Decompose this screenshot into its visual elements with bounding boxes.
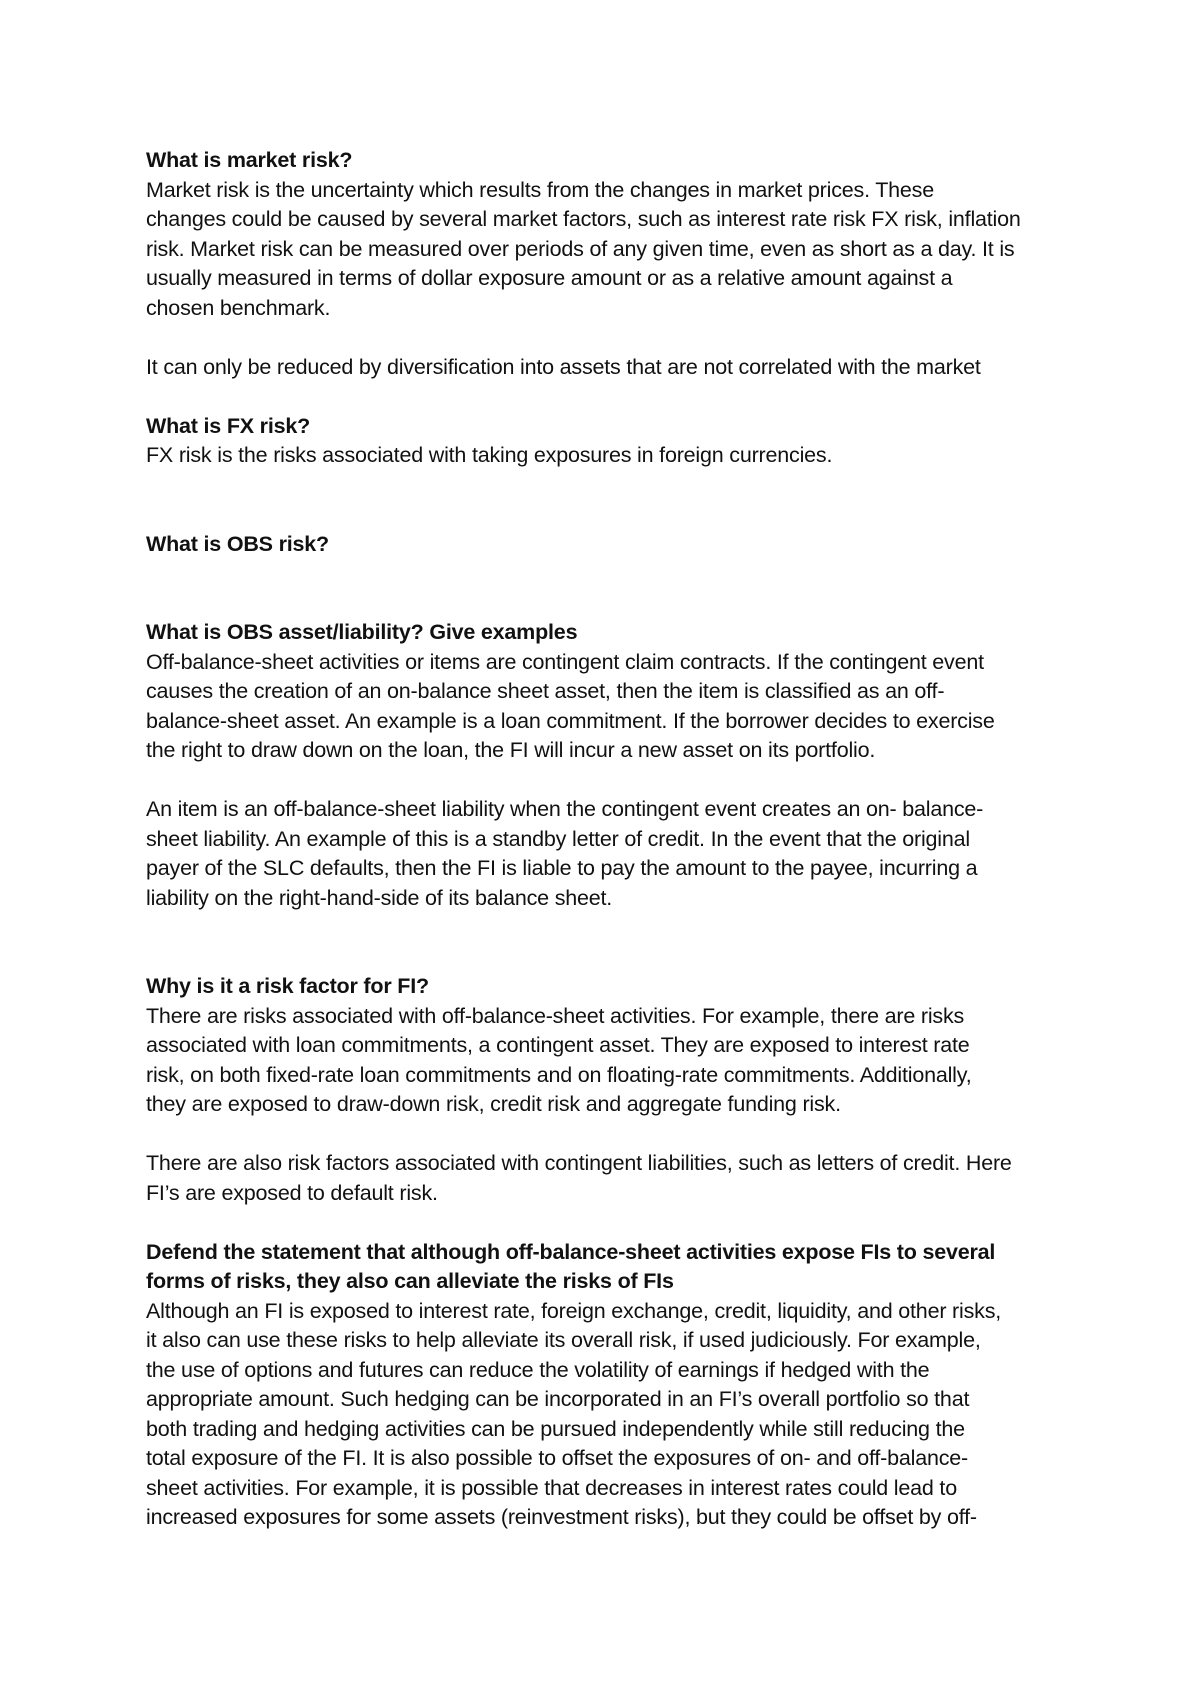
text-line: risk. Market risk can be measured over periods of any given time, even as short as a day. It is [146,236,1015,261]
section-market-risk [146,146,1066,412]
paragraph [146,1297,1066,1533]
paragraph [146,353,1066,383]
text-line: FX risk is the risks associated with taking exposures in foreign currencies. [146,443,833,467]
text-line: Market risk is the uncertainty which results from the changes in market prices. These [146,177,934,202]
blank-line [146,500,1066,530]
text-line: changes could be caused by several market factors, such as interest rate risk FX risk, inflation [146,207,1021,231]
heading: Defend the statement that although off-balance-sheet activities expose FIs to several [146,1239,996,1264]
text-line: usually measured in terms of dollar exposure amount or as a relative amount against a [146,266,953,290]
text-line: Off-balance-sheet activities or items are contingent claim contracts. If the contingent event [146,649,984,674]
blank-line [146,1208,1066,1238]
section-fx-risk [146,412,1066,530]
blank-line [146,943,1066,973]
heading: What is FX risk? [146,413,311,438]
text-line: chosen benchmark. [146,295,331,320]
section-obs-risk [146,530,1066,619]
text-line: There are risks associated with off-balance-sheet activities. For example, there are risks [146,1003,965,1028]
paragraph [146,176,1066,324]
section-why-risk-factor [146,972,1066,1238]
text-line: sheet liability. An example of this is a standby letter of credit. In the event that the original [146,826,970,851]
text-line: they are exposed to draw-down risk, credit risk and aggregate funding risk. [146,1092,841,1116]
text-line: it also can use these risks to help alleviate its overall risk, if used judiciously. For example, [146,1328,981,1352]
text-line: the use of options and futures can reduce the volatility of earnings if hedged with the [146,1357,930,1382]
text-line: liability on the right-hand-side of its balance sheet. [146,885,613,910]
paragraph [146,441,1066,471]
text-line: both trading and hedging activities can be pursued independently while still reducing the [146,1416,965,1441]
text-line: causes the creation of an on-balance sheet asset, then the item is classified as an off- [146,679,945,703]
paragraph [146,1002,1066,1120]
blank-line [146,382,1066,412]
section-obs-asset-liability [146,618,1066,972]
text-line: FI’s are exposed to default risk. [146,1180,438,1205]
text-line: It can only be reduced by diversification into assets that are not correlated with the market [146,354,981,379]
heading: forms of risks, they also can alleviate the risks of FIs [146,1269,674,1293]
text-line: balance-sheet asset. An example is a loan commitment. If the borrower decides to exercise [146,708,995,733]
text-line: total exposure of the FI. It is also possible to offset the exposures of on- and off-balance- [146,1446,968,1470]
blank-line [146,766,1066,796]
text-line: sheet activities. For example, it is possible that decreases in interest rates could lead to [146,1475,957,1500]
blank-line [146,913,1066,943]
paragraph [146,795,1066,913]
blank-line [146,1120,1066,1150]
text-line: There are also risk factors associated with contingent liabilities, such as letters of credit. Here [146,1151,1012,1175]
paragraph [146,648,1066,766]
heading: What is OBS risk? [146,531,329,556]
blank-line [146,323,1066,353]
heading: What is OBS asset/liability? Give examples [146,620,578,644]
text-line: Although an FI is exposed to interest rate, foreign exchange, credit, liquidity, and other risks, [146,1298,1002,1323]
section-defend-statement [146,1238,1066,1533]
text-line: appropriate amount. Such hedging can be incorporated in an FI’s overall portfolio so that [146,1387,970,1411]
text-line: associated with loan commitments, a contingent asset. They are exposed to interest rate [146,1033,970,1057]
paragraph [146,1149,1066,1208]
document-page [146,146,1066,1533]
text-line: increased exposures for some assets (reinvestment risks), but they could be offset by off- [146,1505,977,1529]
text-line: risk, on both fixed-rate loan commitments and on floating-rate commitments. Additionally, [146,1062,972,1087]
blank-line [146,471,1066,501]
text-line: An item is an off-balance-sheet liability when the contingent event creates an on- balance- [146,797,984,821]
blank-line [146,589,1066,619]
blank-line [146,559,1066,589]
text-line: payer of the SLC defaults, then the FI is liable to pay the amount to the payee, incurring a [146,856,978,880]
heading: Why is it a risk factor for FI? [146,974,429,998]
heading: What is market risk? [146,148,353,172]
text-line: the right to draw down on the loan, the FI will incur a new asset on its portfolio. [146,738,876,762]
